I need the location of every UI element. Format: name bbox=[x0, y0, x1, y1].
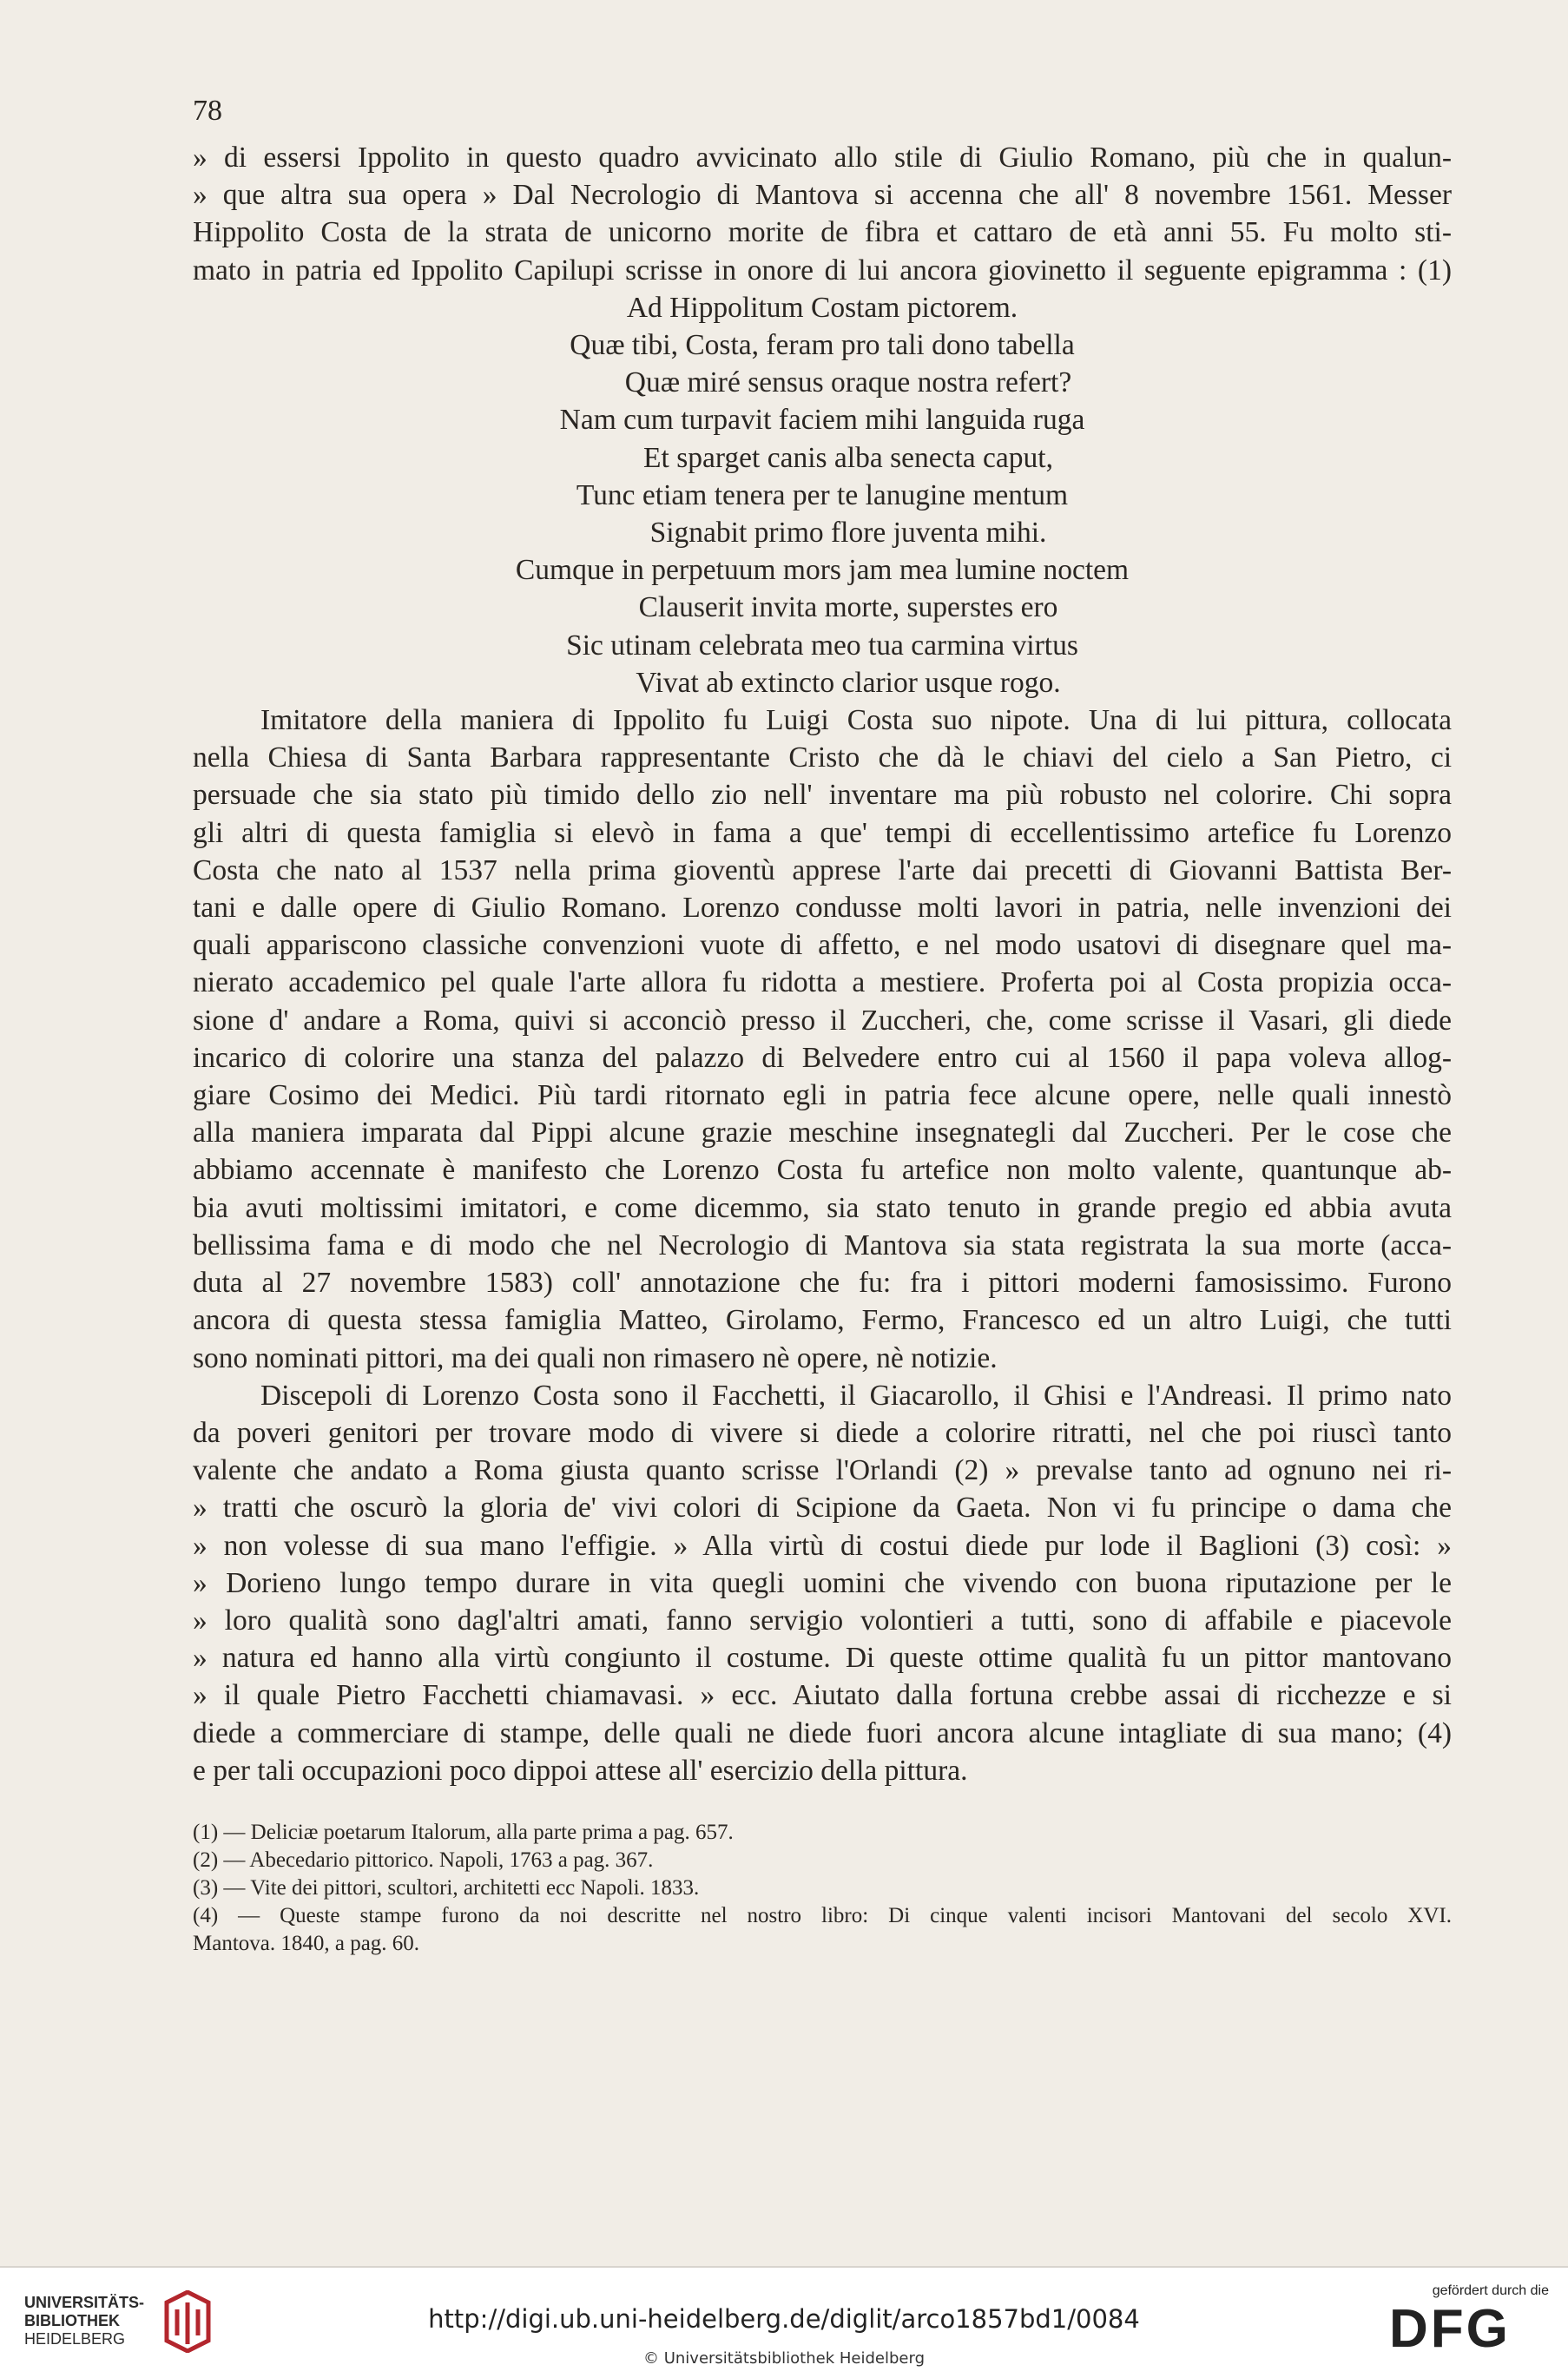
text-line: Discepoli di Lorenzo Costa sono il Facchetti, il Giacarollo, il Ghisi e l'Andreasi. Il primo nato bbox=[260, 1379, 1452, 1412]
paragraph-imitatore bbox=[193, 702, 1452, 1377]
text-line: e per tali occupazioni poco dippoi attese all' esercizio della pittura. bbox=[193, 1754, 968, 1787]
text-line: » que altra sua opera » Dal Necrologio di Mantova si accenna che all' 8 novembre 1561. Messer bbox=[193, 179, 1452, 212]
paragraph-discepoli bbox=[193, 1377, 1452, 1789]
epigram-line: Et sparget canis alba senecta caput, bbox=[643, 441, 1053, 474]
text-line: valente che andato a Roma giusta quanto scrisse l'Orlandi (2) » prevalse tanto ad ognuno nei ri- bbox=[193, 1454, 1452, 1487]
epigram-line: Sic utinam celebrata meo tua carmina virtus bbox=[566, 629, 1078, 662]
text-line: Costa che nato al 1537 nella prima gioventù apprese l'arte dai precetti di Giovanni Battista Ber- bbox=[193, 853, 1452, 886]
text-line: sione d' andare a Roma, quivi si acconciò presso il Zuccheri, che, come scrisse il Vasari, gli diede bbox=[193, 1004, 1452, 1037]
text-line: diede a commerciare di stampe, delle quali ne diede fuori ancora alcune intagliate di sua mano; (4) bbox=[193, 1716, 1452, 1749]
footnotes bbox=[193, 1819, 1452, 1958]
dfg-sponsor-logo bbox=[1389, 2283, 1554, 2360]
text-line: gli altri di questa famiglia si elevò in fama a que' tempi di eccellentissimo artefice fu Lorenzo bbox=[193, 816, 1452, 849]
text-line: alla maniera imparata dal Pippi alcune grazie meschine insegnategli dal Zuccheri. Per le cose che bbox=[193, 1117, 1452, 1149]
epigram-line: Cumque in perpetuum mors jam mea lumine noctem bbox=[515, 554, 1130, 587]
text-line: quali appariscono classiche convenzioni vuote di affetto, e nel modo usatovi di disegnare quel ma- bbox=[193, 929, 1452, 962]
footnote: (2) — Abecedario pittorico. Napoli, 1763 a pag. 367. bbox=[193, 1848, 654, 1872]
text-line: giare Cosimo dei Medici. Più tardi ritornato egli in patria fece alcune opere, nelle quali innestò bbox=[193, 1079, 1452, 1112]
text-line: abbiamo accennate è manifesto che Lorenzo Costa fu artefice non molto valente, quantunque ab- bbox=[193, 1154, 1452, 1187]
page-number: 78 bbox=[193, 95, 222, 127]
text-line: » di essersi Ippolito in questo quadro avvicinato allo stile di Giulio Romano, più che in qualun- bbox=[193, 142, 1452, 174]
text-line: mato in patria ed Ippolito Capilupi scrisse in onore di lui ancora giovinetto il seguente epigramma : (1) bbox=[193, 254, 1452, 287]
text-line: » tratti che oscurò la gloria de' vivi colori di Scipione da Gaeta. Non vi fu principe o dama che bbox=[193, 1492, 1452, 1525]
text-line: sono nominati pittori, ma dei quali non rimasero nè opere, nè notizie. bbox=[193, 1341, 998, 1374]
text-line: Hippolito Costa de la strata de unicorno morite de fibra et cattaro de età anni 55. Fu molto sti- bbox=[193, 216, 1452, 249]
page-body bbox=[193, 94, 1452, 1958]
footnote: (4) — Queste stampe furono da noi descritte nel nostro libro: Di cinque valenti incisori Mantovani del secolo XVI. bbox=[193, 1903, 1452, 1927]
viewer-footer bbox=[0, 2266, 1568, 2378]
library-name-line: HEIDELBERG bbox=[24, 2330, 126, 2348]
epigram bbox=[193, 289, 1452, 702]
text-line: nierato accademico pel quale l'arte allora fu ridotta a mestiere. Proferta poi al Costa propizia occa- bbox=[193, 966, 1452, 999]
text-line: bia avuti moltissimi imitatori, e come dicemmo, sia stato tenuto in grande pregio ed abbia avuta bbox=[193, 1191, 1452, 1224]
epigram-line: Vivat ab extincto clarior usque rogo. bbox=[636, 666, 1061, 699]
epigram-line: Nam cum turpavit faciem mihi languida ruga bbox=[559, 404, 1085, 437]
footnote: (3) — Vite dei pittori, scultori, architetti ecc Napoli. 1833. bbox=[193, 1875, 700, 1900]
paragraph-intro bbox=[193, 139, 1452, 289]
permalink-url[interactable]: http://digi.ub.uni-heidelberg.de/diglit/arco1857bd1/0084 bbox=[428, 2304, 1140, 2334]
text-line: da poveri genitori per trovare modo di vivere si diede a colorire ritratti, nel che poi riuscì tanto bbox=[193, 1416, 1452, 1449]
copyright-notice: © Universitätsbibliothek Heidelberg bbox=[642, 2349, 925, 2368]
text-line: » Dorieno lungo tempo durare in vita quegli uomini che vivendo con buona riputazione per le bbox=[193, 1566, 1452, 1599]
text-line: » loro qualità sono dagl'altri amati, fanno servigio volontieri a tutti, sono di affabile e piacevole bbox=[193, 1604, 1452, 1637]
text-line: tani e dalle opere di Giulio Romano. Lorenzo condusse molti lavori in patria, nelle invenzioni dei bbox=[193, 892, 1452, 925]
epigram-line: Quæ tibi, Costa, feram pro tali dono tabella bbox=[570, 329, 1075, 362]
footnote: (1) — Deliciæ poetarum Italorum, alla parte prima a pag. 657. bbox=[193, 1820, 734, 1844]
text-line: Imitatore della maniera di Ippolito fu Luigi Costa suo nipote. Una di lui pittura, collocata bbox=[260, 704, 1452, 737]
sponsor-caption: gefördert durch die bbox=[1432, 2283, 1549, 2298]
text-line: nella Chiesa di Santa Barbara rappresentante Cristo che dà le chiavi del cielo a San Pietro, ci bbox=[193, 741, 1452, 774]
text-line: persuade che sia stato più timido dello zio nell' inventare ma più robusto nel colorire. Chi sopra bbox=[193, 779, 1452, 812]
library-name-line: UNIVERSITÄTS- bbox=[24, 2294, 145, 2311]
dfg-mark: DFG bbox=[1389, 2299, 1511, 2359]
text-line: » il quale Pietro Facchetti chiamavasi. » ecc. Aiutato dalla fortuna crebbe assai di ricchezze e si bbox=[193, 1679, 1452, 1712]
text-line: incarico di colorire una stanza del palazzo di Belvedere entro cui al 1560 il papa voleva allog- bbox=[193, 1041, 1452, 1074]
epigram-line: Signabit primo flore juventa mihi. bbox=[649, 517, 1047, 550]
text-line: » natura ed hanno alla virtù congiunto il costume. Di queste ottime qualità fu un pittor mantovano bbox=[193, 1642, 1452, 1675]
epigram-line: Clauserit invita morte, superstes ero bbox=[638, 591, 1058, 624]
epigram-title: Ad Hippolitum Costam pictorem. bbox=[626, 291, 1018, 324]
epigram-line: Quæ miré sensus oraque nostra refert? bbox=[624, 366, 1072, 399]
library-name-line: BIBLIOTHEK bbox=[24, 2312, 120, 2329]
epigram-line: Tunc etiam tenera per te lanugine mentum bbox=[576, 478, 1069, 511]
text-line: » non volesse di sua mano l'effigie. » Alla virtù di costui diede pur lode il Baglioni (3) così: » bbox=[193, 1529, 1452, 1562]
footnote-continuation: Mantova. 1840, a pag. 60. bbox=[193, 1931, 420, 1955]
text-line: duta al 27 novembre 1583) coll' annotazione che fu: fra i pittori moderni famosissimo. Furono bbox=[193, 1267, 1452, 1300]
text-line: ancora di questa stessa famiglia Matteo, Girolamo, Fermo, Francesco ed un altro Luigi, che tutti bbox=[193, 1304, 1452, 1337]
text-line: bellissima fama e di modo che nel Necrologio di Mantova sia stata registrata la sua morte (acca- bbox=[193, 1229, 1452, 1261]
